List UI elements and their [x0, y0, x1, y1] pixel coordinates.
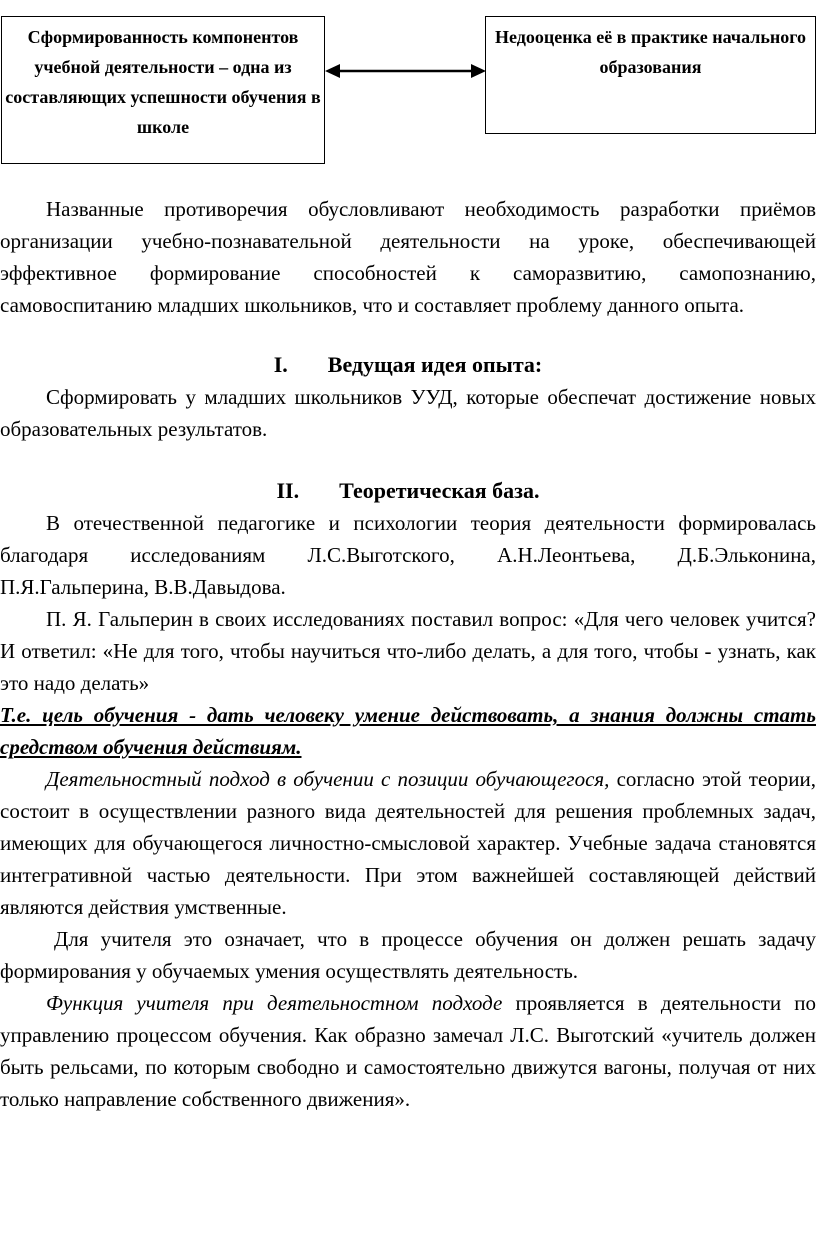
- section-1-text: Сформировать у младших школьников УУД, которые обеспечат достижение новых образовательных результатов.: [0, 385, 816, 441]
- intro-paragraph: Названные противоречия обусловливают необходимость разработки приёмов организации учебно-познавательной деятельности на уроке, обеспечивающей эффективное формирование способностей к саморазвитию, самопознанию, самовоспитанию младших школьников, что и составляет проблему данного опыта.: [0, 197, 816, 317]
- diagram-box-left: Сформированность компонентов учебной деятельности – одна из составляющих успешности обучения в школе: [1, 16, 325, 164]
- section-2-paragraph-5: Для учителя это означает, что в процессе обучения он должен решать задачу формирования у обучаемых умения осуществлять деятельность.: [0, 927, 816, 983]
- diagram-box-right: Недооценка её в практике начального образования: [485, 16, 816, 134]
- paragraph-4-italic: Деятельностный подход в обучении с позиции обучающегося,: [46, 767, 610, 791]
- document-body: [0, 193, 816, 1115]
- section-1-number: I.: [273, 352, 288, 377]
- section-2-heading: [0, 475, 816, 507]
- section-2-emphasis-paragraph: [0, 699, 816, 763]
- section-2-paragraph-4: [0, 763, 816, 923]
- double-arrow-icon: [324, 61, 487, 81]
- section-2-paragraph-2: П. Я. Гальперин в своих исследованиях поставил вопрос: «Для чего человек учится? И ответил: «Не для того, чтобы научиться что-либо делать, а для того, чтобы - узнать, как это надо делать»: [0, 607, 816, 695]
- section-2-number: II.: [276, 478, 300, 503]
- section-2-title: Теоретическая база.: [339, 478, 540, 503]
- section-2-paragraph-6: [0, 987, 816, 1115]
- paragraph-6-text: проявляется в деятельности по управлению процессом обучения. Как образно замечал Л.С. Выготский «учитель должен быть рельсами, по которым свободно и самостоятельно движутся вагоны, получая от них только направление собственного движения».: [0, 991, 816, 1111]
- section-2-paragraph-1: В отечественной педагогике и психологии теория деятельности формировалась благодаря исследованиям Л.С.Выготского, А.Н.Леонтьева, Д.Б.Эльконина, П.Я.Гальперина, В.В.Давыдова.: [0, 511, 816, 599]
- section-1-title: Ведущая идея опыта:: [327, 352, 543, 377]
- paragraph-6-italic: Функция учителя при деятельностном подходе: [46, 991, 503, 1015]
- emphasis-text: Т.е. цель обучения - дать человеку умение действовать, а знания должны стать средством обучения действиям.: [0, 703, 816, 759]
- section-1-heading: [0, 349, 816, 381]
- paragraph-4-text: согласно этой теории, состоит в осуществлении разного вида деятельностей для решения проблемных задач, имеющих для обучающегося личностно-смысловой характер. Учебные задача становятся интегративной частью деятельности. При этом важнейшей составляющей действий являются действия умственные.: [0, 767, 816, 919]
